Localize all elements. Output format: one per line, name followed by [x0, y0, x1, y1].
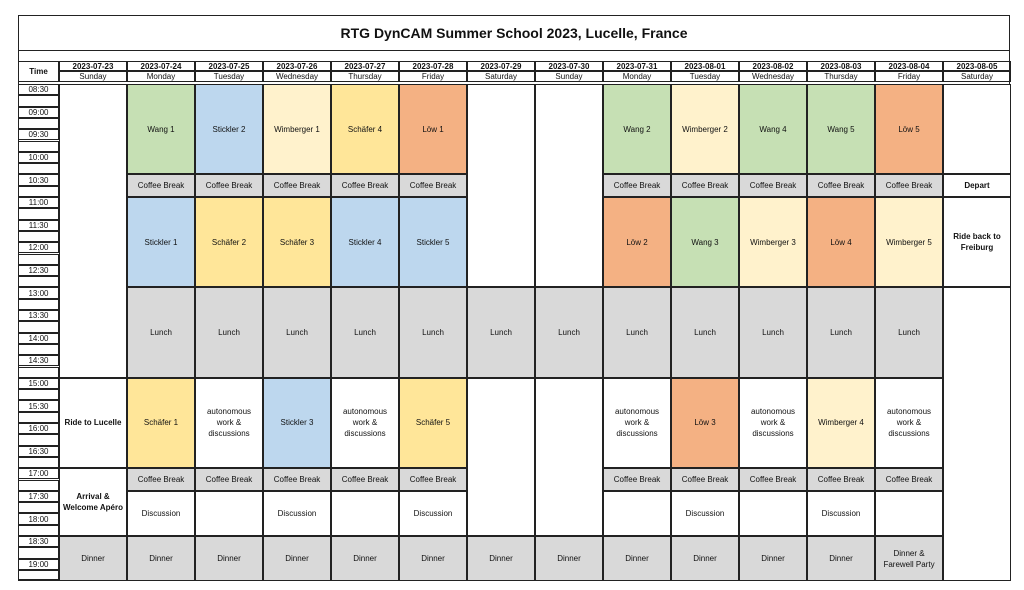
time-slot-sub [18, 118, 59, 129]
time-slot: 13:30 [18, 310, 59, 321]
day-date: 2023-07-24 [127, 61, 195, 71]
time-slot-sub [18, 502, 59, 513]
event-lunch: Lunch [739, 287, 807, 377]
event-coffee-break: Coffee Break [127, 468, 195, 491]
event-empty [603, 491, 671, 536]
event-wimberger-2: Wimberger 2 [671, 84, 739, 174]
time-slot-sub [18, 141, 59, 152]
time-slot: 18:30 [18, 536, 59, 547]
event-coffee-break: Coffee Break [263, 174, 331, 197]
event-löw-5: Löw 5 [875, 84, 943, 174]
event-coffee-break: Coffee Break [195, 468, 263, 491]
event-empty [875, 491, 943, 536]
time-slot-sub [18, 254, 59, 265]
day-date: 2023-08-02 [739, 61, 807, 71]
event-coffee-break: Coffee Break [807, 468, 875, 491]
event-dinner: Dinner [671, 536, 739, 581]
event-coffee-break: Coffee Break [399, 174, 467, 197]
event-schäfer-1: Schäfer 1 [127, 378, 195, 468]
event-coffee-break: Coffee Break [127, 174, 195, 197]
event-coffee-break: Coffee Break [671, 468, 739, 491]
time-slot-sub [18, 480, 59, 491]
time-slot-sub [18, 186, 59, 197]
event-empty [195, 491, 263, 536]
event-schäfer-3: Schäfer 3 [263, 197, 331, 287]
time-slot-sub [18, 547, 59, 558]
event-dinner: Dinner [399, 536, 467, 581]
event-empty [943, 287, 1011, 581]
day-date: 2023-07-26 [263, 61, 331, 71]
day-weekday: Tuesday [671, 71, 739, 82]
time-slot-sub [18, 299, 59, 310]
time-slot: 16:30 [18, 446, 59, 457]
time-slot: 14:00 [18, 333, 59, 344]
time-slot: 17:30 [18, 491, 59, 502]
time-slot: 19:00 [18, 559, 59, 570]
event-empty [467, 378, 535, 536]
time-slot: 11:00 [18, 197, 59, 208]
day-date: 2023-07-23 [59, 61, 127, 71]
time-slot: 08:30 [18, 84, 59, 95]
event-discussion: Discussion [263, 491, 331, 536]
event-dinner: Dinner [127, 536, 195, 581]
event-coffee-break: Coffee Break [263, 468, 331, 491]
event-empty [535, 378, 603, 536]
day-weekday: Thursday [807, 71, 875, 82]
time-slot: 14:30 [18, 355, 59, 366]
event-coffee-break: Coffee Break [399, 468, 467, 491]
event-schäfer-2: Schäfer 2 [195, 197, 263, 287]
event-lunch: Lunch [263, 287, 331, 377]
time-slot: 09:30 [18, 129, 59, 140]
time-slot: 12:00 [18, 242, 59, 253]
event-dinner-farewell-party: Dinner & Farewell Party [875, 536, 943, 581]
time-slot-sub [18, 344, 59, 355]
event-lunch: Lunch [603, 287, 671, 377]
event-autonomous-work-discussions: autonomous work & discussions [603, 378, 671, 468]
event-coffee-break: Coffee Break [331, 468, 399, 491]
event-stickler-3: Stickler 3 [263, 378, 331, 468]
event-dinner: Dinner [807, 536, 875, 581]
day-weekday: Saturday [467, 71, 535, 82]
event-discussion: Discussion [399, 491, 467, 536]
event-empty [467, 84, 535, 287]
day-weekday: Friday [875, 71, 943, 82]
event-wang-1: Wang 1 [127, 84, 195, 174]
event-coffee-break: Coffee Break [739, 468, 807, 491]
event-dinner: Dinner [331, 536, 399, 581]
event-stickler-1: Stickler 1 [127, 197, 195, 287]
day-date: 2023-07-29 [467, 61, 535, 71]
event-coffee-break: Coffee Break [603, 174, 671, 197]
event-dinner: Dinner [739, 536, 807, 581]
event-lunch: Lunch [467, 287, 535, 377]
time-slot: 18:00 [18, 513, 59, 524]
day-weekday: Saturday [943, 71, 1011, 82]
event-löw-3: Löw 3 [671, 378, 739, 468]
event-empty [331, 491, 399, 536]
event-empty [943, 84, 1011, 174]
day-date: 2023-08-04 [875, 61, 943, 71]
time-slot: 16:00 [18, 423, 59, 434]
day-weekday: Friday [399, 71, 467, 82]
time-header: Time [18, 61, 59, 82]
event-coffee-break: Coffee Break [331, 174, 399, 197]
event-wimberger-4: Wimberger 4 [807, 378, 875, 468]
time-slot: 09:00 [18, 107, 59, 118]
event-coffee-break: Coffee Break [807, 174, 875, 197]
event-dinner: Dinner [59, 536, 127, 581]
event-stickler-5: Stickler 5 [399, 197, 467, 287]
day-weekday: Sunday [59, 71, 127, 82]
event-stickler-4: Stickler 4 [331, 197, 399, 287]
day-weekday: Sunday [535, 71, 603, 82]
event-löw-1: Löw 1 [399, 84, 467, 174]
day-date: 2023-07-25 [195, 61, 263, 71]
event-stickler-2: Stickler 2 [195, 84, 263, 174]
event-discussion: Discussion [127, 491, 195, 536]
event-depart: Depart [943, 174, 1011, 197]
event-coffee-break: Coffee Break [603, 468, 671, 491]
event-schäfer-5: Schäfer 5 [399, 378, 467, 468]
day-date: 2023-08-05 [943, 61, 1011, 71]
event-lunch: Lunch [671, 287, 739, 377]
time-slot-sub [18, 163, 59, 174]
event-empty [739, 491, 807, 536]
event-empty [535, 84, 603, 287]
event-lunch: Lunch [399, 287, 467, 377]
time-slot-sub [18, 570, 59, 581]
event-wimberger-5: Wimberger 5 [875, 197, 943, 287]
day-weekday: Monday [127, 71, 195, 82]
time-slot-sub [18, 367, 59, 378]
event-coffee-break: Coffee Break [195, 174, 263, 197]
event-wimberger-3: Wimberger 3 [739, 197, 807, 287]
event-wang-5: Wang 5 [807, 84, 875, 174]
event-autonomous-work-discussions: autonomous work & discussions [195, 378, 263, 468]
time-slot-sub [18, 412, 59, 423]
event-lunch: Lunch [807, 287, 875, 377]
event-löw-2: Löw 2 [603, 197, 671, 287]
event-dinner: Dinner [603, 536, 671, 581]
event-lunch: Lunch [127, 287, 195, 377]
time-slot: 15:00 [18, 378, 59, 389]
time-slot: 10:00 [18, 152, 59, 163]
page-title: RTG DynCAM Summer School 2023, Lucelle, France [18, 15, 1010, 51]
time-slot-sub [18, 321, 59, 332]
day-date: 2023-07-30 [535, 61, 603, 71]
event-coffee-break: Coffee Break [739, 174, 807, 197]
event-coffee-break: Coffee Break [671, 174, 739, 197]
time-slot-sub [18, 208, 59, 219]
event-autonomous-work-discussions: autonomous work & discussions [331, 378, 399, 468]
event-discussion: Discussion [807, 491, 875, 536]
day-weekday: Tuesday [195, 71, 263, 82]
time-slot: 10:30 [18, 174, 59, 185]
event-arrival-welcome-ap-ro: Arrival & Welcome Apéro [59, 468, 127, 536]
time-slot: 17:00 [18, 468, 59, 479]
event-dinner: Dinner [195, 536, 263, 581]
event-coffee-break: Coffee Break [875, 468, 943, 491]
event-wang-2: Wang 2 [603, 84, 671, 174]
event-wang-3: Wang 3 [671, 197, 739, 287]
day-date: 2023-07-31 [603, 61, 671, 71]
day-weekday: Thursday [331, 71, 399, 82]
event-löw-4: Löw 4 [807, 197, 875, 287]
time-slot-sub [18, 434, 59, 445]
event-lunch: Lunch [875, 287, 943, 377]
time-slot: 15:30 [18, 400, 59, 411]
event-dinner: Dinner [263, 536, 331, 581]
day-weekday: Wednesday [263, 71, 331, 82]
time-slot-sub [18, 457, 59, 468]
event-ride-back-to-freiburg: Ride back to Freiburg [943, 197, 1011, 287]
event-lunch: Lunch [535, 287, 603, 377]
time-slot-sub [18, 231, 59, 242]
event-dinner: Dinner [535, 536, 603, 581]
event-lunch: Lunch [195, 287, 263, 377]
event-wimberger-1: Wimberger 1 [263, 84, 331, 174]
day-date: 2023-07-27 [331, 61, 399, 71]
time-slot: 12:30 [18, 265, 59, 276]
event-autonomous-work-discussions: autonomous work & discussions [739, 378, 807, 468]
time-slot-sub [18, 276, 59, 287]
day-date: 2023-08-03 [807, 61, 875, 71]
event-ride-to-lucelle: Ride to Lucelle [59, 378, 127, 468]
time-slot-sub [18, 95, 59, 106]
time-slot: 11:30 [18, 220, 59, 231]
day-weekday: Monday [603, 71, 671, 82]
time-slot: 13:00 [18, 287, 59, 298]
event-discussion: Discussion [671, 491, 739, 536]
event-lunch: Lunch [331, 287, 399, 377]
day-weekday: Wednesday [739, 71, 807, 82]
day-date: 2023-08-01 [671, 61, 739, 71]
time-slot-sub [18, 389, 59, 400]
event-wang-4: Wang 4 [739, 84, 807, 174]
event-autonomous-work-discussions: autonomous work & discussions [875, 378, 943, 468]
event-coffee-break: Coffee Break [875, 174, 943, 197]
event-dinner: Dinner [467, 536, 535, 581]
day-date: 2023-07-28 [399, 61, 467, 71]
event-empty [59, 84, 127, 378]
time-slot-sub [18, 525, 59, 536]
event-schäfer-4: Schäfer 4 [331, 84, 399, 174]
